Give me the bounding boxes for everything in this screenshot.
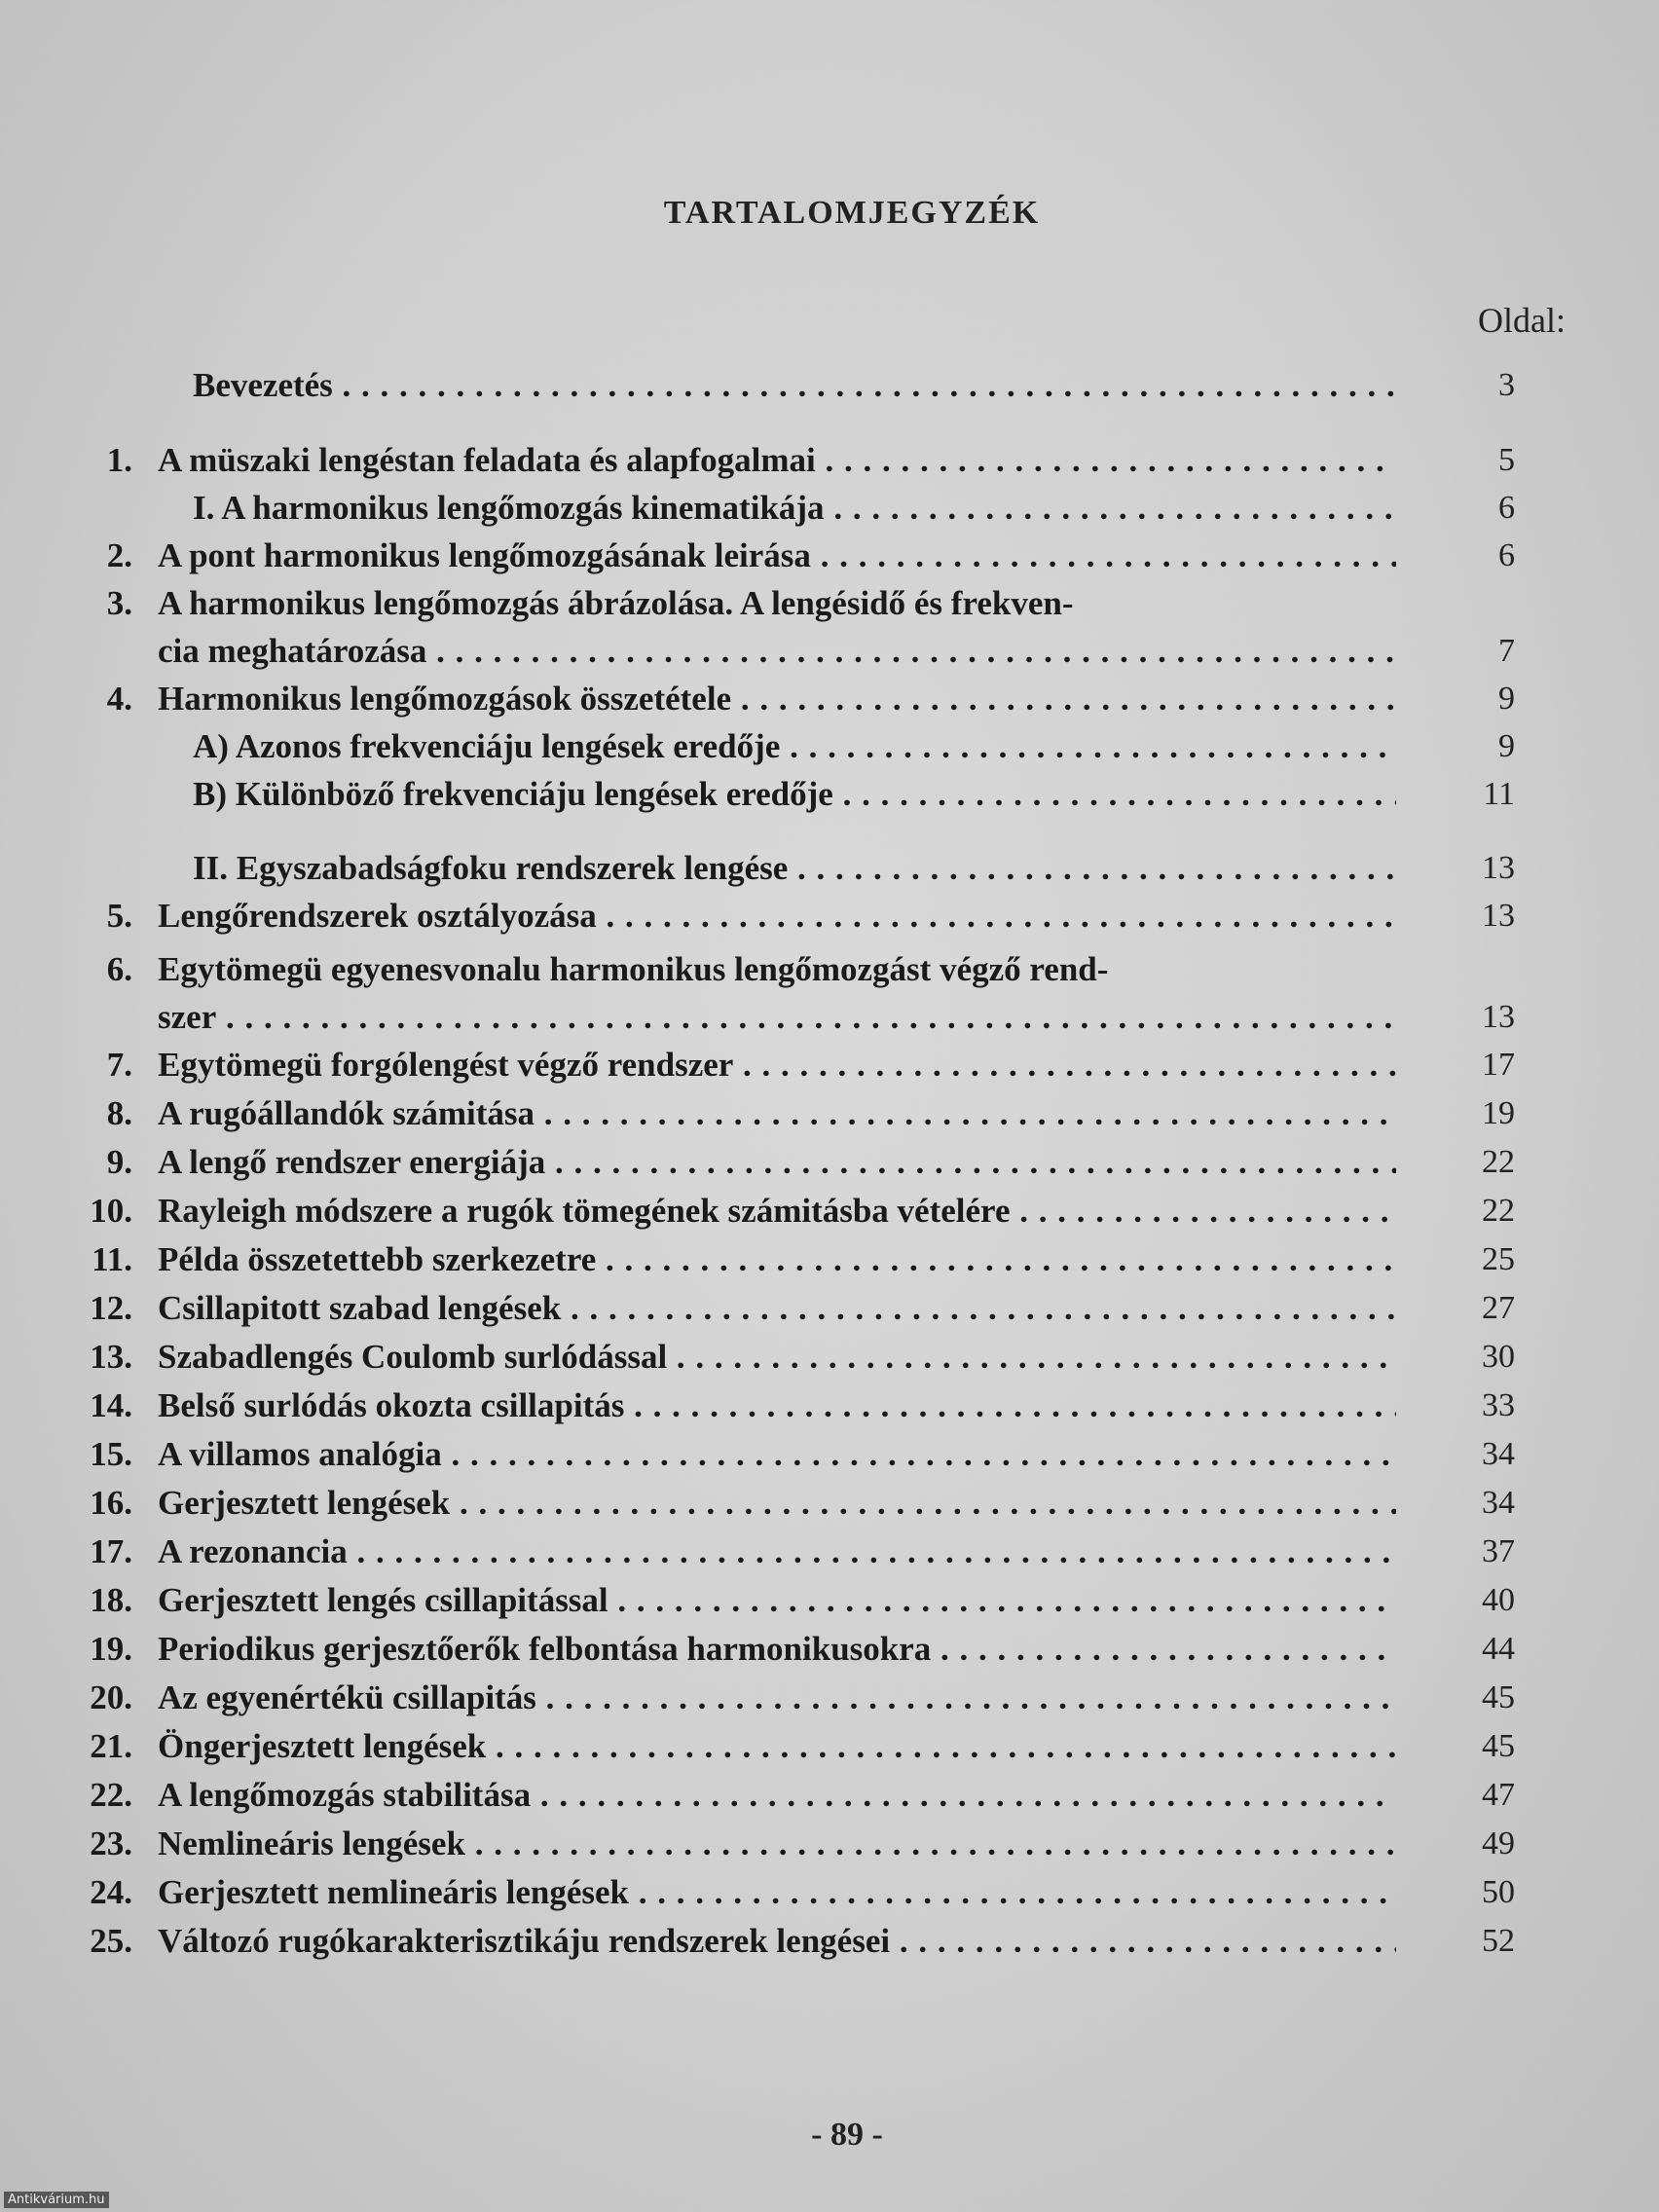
entry-number: 3.	[106, 584, 132, 622]
entry-page: 19	[1482, 1095, 1515, 1131]
entry-number: 25.	[90, 1922, 132, 1960]
entry-title: Periodikus gerjesztőerők felbontása harmonikusokra . . .	[158, 1627, 1396, 1672]
entry-number: 8.	[106, 1094, 132, 1132]
toc-entry	[0, 1530, 1659, 1574]
page-title: TARTALOMJEGYZÉK	[663, 195, 1041, 231]
entry-page: 49	[1482, 1825, 1515, 1862]
entry-number: 15.	[90, 1435, 132, 1473]
entry-title: Az egyenértékü csillapitás . . .	[158, 1676, 1396, 1720]
toc-entry	[0, 846, 1659, 891]
entry-page: 22	[1482, 1193, 1515, 1229]
toc-entry	[0, 1091, 1659, 1136]
toc-entry	[0, 1140, 1659, 1185]
toc-entry	[0, 772, 1659, 817]
toc-entry	[0, 1286, 1659, 1331]
entry-page: 34	[1482, 1485, 1515, 1521]
toc-entry	[0, 1189, 1659, 1234]
entry-number: 22.	[90, 1776, 132, 1814]
entry-number: 6.	[106, 950, 132, 988]
toc-entry	[0, 1870, 1659, 1915]
entry-page: 9	[1498, 728, 1515, 764]
entry-number: 12.	[90, 1289, 132, 1327]
entry-title: A villamos analógia . . .	[158, 1432, 1396, 1477]
entry-title: I. A harmonikus lengőmozgás kinematikája . . .	[193, 486, 1396, 531]
entry-title: A harmonikus lengőmozgás ábrázolása. A lengésidő és frekven-	[158, 584, 1074, 622]
entry-title: Gerjesztett lengés csillapitással . . .	[158, 1578, 1396, 1623]
entry-number: 23.	[90, 1825, 132, 1862]
toc-entry	[0, 1627, 1659, 1672]
entry-page: 47	[1482, 1777, 1515, 1813]
entry-number: 11.	[92, 1240, 132, 1278]
entry-page: 37	[1482, 1533, 1515, 1569]
toc-entry	[0, 1676, 1659, 1720]
entry-title: Csillapitott szabad lengések . . .	[158, 1286, 1396, 1331]
toc-entry	[0, 1335, 1659, 1380]
entry-title: Szabadlengés Coulomb surlódással . . .	[158, 1335, 1396, 1380]
entry-number: 1.	[106, 441, 132, 479]
entry-page: 30	[1482, 1339, 1515, 1375]
toc-entry	[0, 363, 1659, 408]
toc-entry	[0, 1919, 1659, 1964]
entry-title: A rugóállandók számitása . . .	[158, 1091, 1396, 1136]
entry-number: 16.	[90, 1484, 132, 1522]
entry-title: szer . . .	[158, 995, 1396, 1040]
entry-page: 5	[1498, 442, 1515, 478]
entry-title: II. Egyszabadságfoku rendszerek lengése . . .	[193, 846, 1396, 891]
entry-number: 5.	[106, 897, 132, 935]
entry-page: 50	[1482, 1874, 1515, 1910]
entry-title: A müszaki lengéstan feladata és alapfogalmai . . .	[158, 438, 1396, 483]
entry-number: 13.	[90, 1338, 132, 1376]
entry-page: 17	[1482, 1047, 1515, 1083]
toc-entry	[0, 1481, 1659, 1526]
entry-page: 44	[1482, 1631, 1515, 1667]
entry-page: 27	[1482, 1290, 1515, 1326]
toc-entry	[0, 677, 1659, 721]
entry-number: 7.	[106, 1046, 132, 1084]
entry-title: Egytömegü egyenesvonalu harmonikus lengőmozgást végző rend-	[158, 950, 1109, 988]
entry-page: 6	[1498, 490, 1515, 526]
entry-page: 3	[1498, 367, 1515, 403]
toc-entry	[0, 947, 1659, 992]
entry-number: 21.	[90, 1727, 132, 1765]
watermark: Antikvárium.hu	[4, 2192, 109, 2208]
entry-page: 40	[1482, 1582, 1515, 1618]
entry-page: 34	[1482, 1436, 1515, 1472]
entry-title: Öngerjesztett lengések . . .	[158, 1724, 1396, 1769]
entry-page: 6	[1498, 537, 1515, 573]
entry-page: 22	[1482, 1144, 1515, 1180]
entry-page: 45	[1482, 1679, 1515, 1715]
entry-title: Változó rugókarakterisztikáju rendszerek lengései . . .	[158, 1919, 1396, 1964]
entry-number: 9.	[106, 1143, 132, 1181]
page-column-label: Oldal:	[1478, 301, 1566, 340]
toc-entry	[0, 894, 1659, 939]
entry-number: 10.	[90, 1192, 132, 1230]
entry-number: 4.	[106, 680, 132, 718]
toc-entry	[0, 1822, 1659, 1866]
toc-entry	[0, 438, 1659, 483]
entry-title: A lengőmozgás stabilitása . . .	[158, 1773, 1396, 1818]
entry-title: Bevezetés . . .	[193, 363, 1396, 408]
toc-entry	[0, 534, 1659, 578]
entry-number: 17.	[90, 1532, 132, 1570]
entry-title: Harmonikus lengőmozgások összetétele . . .	[158, 677, 1396, 721]
toc-entry	[0, 1578, 1659, 1623]
entry-title: Belső surlódás okozta csillapitás . . .	[158, 1383, 1396, 1428]
entry-page: 7	[1498, 633, 1515, 669]
entry-title: Lengőrendszerek osztályozása . . .	[158, 894, 1396, 939]
entry-title: A lengő rendszer energiája . . .	[158, 1140, 1396, 1185]
toc-entry	[0, 1383, 1659, 1428]
entry-page: 13	[1482, 999, 1515, 1035]
entry-title: Gerjesztett lengések . . .	[158, 1481, 1396, 1526]
entry-page: 33	[1482, 1387, 1515, 1423]
entry-title: Egytömegü forgólengést végző rendszer . . .	[158, 1043, 1396, 1088]
entry-page: 9	[1498, 681, 1515, 717]
toc-entry	[0, 1043, 1659, 1088]
entry-page: 11	[1483, 776, 1515, 812]
entry-page: 13	[1482, 850, 1515, 886]
entry-page: 25	[1482, 1241, 1515, 1277]
entry-page: 45	[1482, 1728, 1515, 1764]
entry-title: Rayleigh módszere a rugók tömegének számitásba vételére . . .	[158, 1189, 1396, 1234]
entry-number: 18.	[90, 1581, 132, 1619]
entry-page: 13	[1482, 898, 1515, 934]
toc-entry	[0, 995, 1659, 1040]
entry-title: A pont harmonikus lengőmozgásának leirása . . .	[158, 534, 1396, 578]
entry-title: Példa összetettebb szerkezetre . . .	[158, 1237, 1396, 1282]
toc-entry	[0, 1773, 1659, 1818]
entry-title: B) Különböző frekvenciáju lengések eredője . . .	[193, 772, 1396, 817]
page-number: - 89 -	[811, 2117, 883, 2153]
toc-entry	[0, 1724, 1659, 1769]
entry-title: cia meghatározása . . .	[158, 629, 1396, 674]
entry-title: Nemlineáris lengések . . .	[158, 1822, 1396, 1866]
entry-title: A) Azonos frekvenciáju lengések eredője . . .	[193, 724, 1396, 769]
entry-number: 2.	[106, 536, 132, 574]
toc-entry	[0, 629, 1659, 674]
toc-entry	[0, 1432, 1659, 1477]
entry-number: 19.	[90, 1630, 132, 1668]
toc-entry	[0, 1237, 1659, 1282]
entry-number: 20.	[90, 1678, 132, 1716]
toc-entry	[0, 724, 1659, 769]
toc-entry	[0, 581, 1659, 626]
entry-number: 24.	[90, 1873, 132, 1911]
entry-page: 52	[1482, 1923, 1515, 1959]
entry-number: 14.	[90, 1386, 132, 1424]
entry-title: A rezonancia . . .	[158, 1530, 1396, 1574]
entry-title: Gerjesztett nemlineáris lengések . . .	[158, 1870, 1396, 1915]
toc-entry	[0, 486, 1659, 531]
